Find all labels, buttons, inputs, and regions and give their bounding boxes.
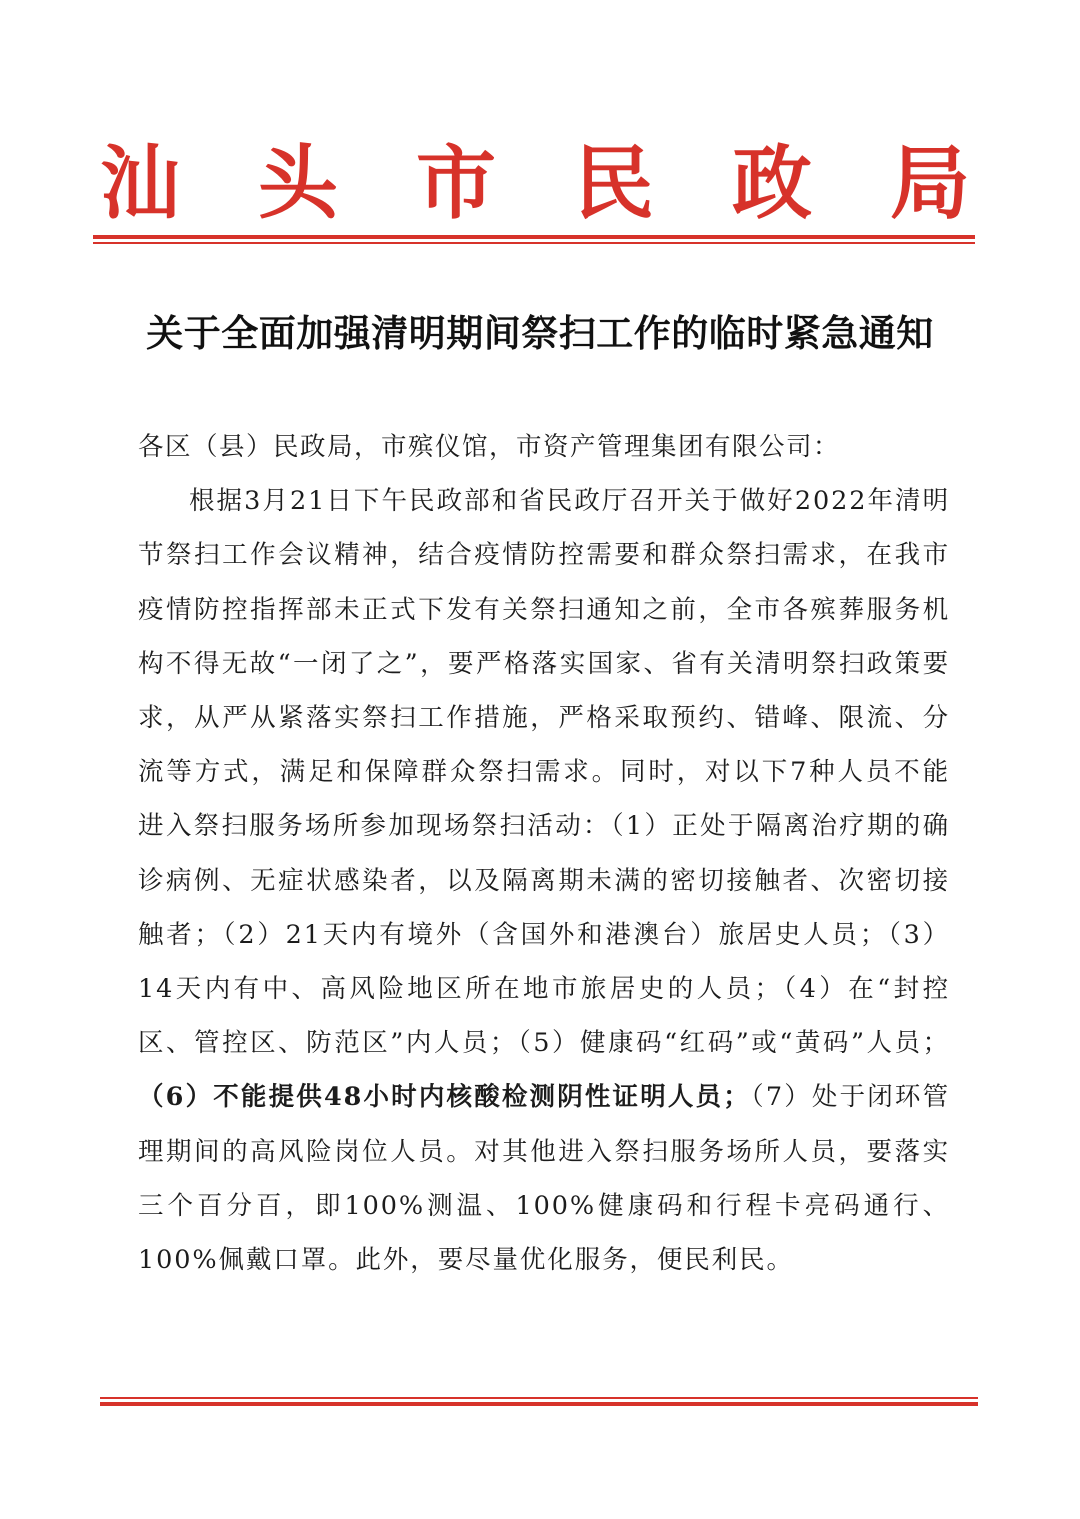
bottom-rule-thin bbox=[100, 1397, 978, 1399]
bottom-rule-thick bbox=[100, 1402, 978, 1406]
masthead-char: 汕 bbox=[100, 136, 180, 230]
masthead-char: 政 bbox=[732, 136, 812, 230]
paragraph-text-part1: 根据3月21日下午民政部和省民政厅召开关于做好2022年清明节祭扫工作会议精神，结合疫情防控需要和群众祭扫需求，在我市疫情防控指挥部未正式下发有关祭扫通知之前，全市各殡葬服务机构不得无故“一闭了之”，要严格落实国家、省有关清明祭扫政策要求，从严从紧落实祭扫工作措施，严格采取预约、错峰、限流、分流等方式，满足和保障群众祭扫需求。同时，对以下7种人员不能进入祭扫服务场所参加现场祭扫活动：（1）正处于隔离治疗期的确诊病例、无症状感染者，以及隔离期未满的密切接触者、次密切接触者；（2）21天内有境外（含国外和港澳台）旅居史人员；（3）14天内有中、高风险地区所在地市旅居史的人员；（4）在“封控区、管控区、防范区”内人员；（5）健康码“红码”或“黄码”人员； bbox=[138, 486, 951, 1059]
masthead-char: 民 bbox=[574, 136, 654, 230]
masthead-char: 局 bbox=[890, 136, 970, 230]
body-paragraph bbox=[138, 474, 950, 1287]
paragraph-text-part2: （7）处于闭环管理期间的高风险岗位人员。对其他进入祭扫服务场所人员，要落实三个百分百，即100%测温、100%健康码和行程卡亮码通行、100%佩戴口罩。此外，要尽量优化服务，便民利民。 bbox=[138, 1082, 950, 1276]
masthead-issuer bbox=[95, 138, 975, 228]
masthead-char: 市 bbox=[416, 136, 496, 230]
document-title: 关于全面加强清明期间祭扫工作的临时紧急通知 bbox=[146, 312, 934, 355]
paragraph-text-bold: （6）不能提供48小时内核酸检测阴性证明人员； bbox=[138, 1082, 751, 1113]
top-rule-thick bbox=[93, 235, 975, 239]
document-body bbox=[138, 420, 950, 1287]
addressee-line: 各区（县）民政局，市殡仪馆，市资产管理集团有限公司： bbox=[138, 432, 841, 462]
top-rule-thin bbox=[93, 242, 975, 244]
masthead-char: 头 bbox=[258, 136, 338, 230]
